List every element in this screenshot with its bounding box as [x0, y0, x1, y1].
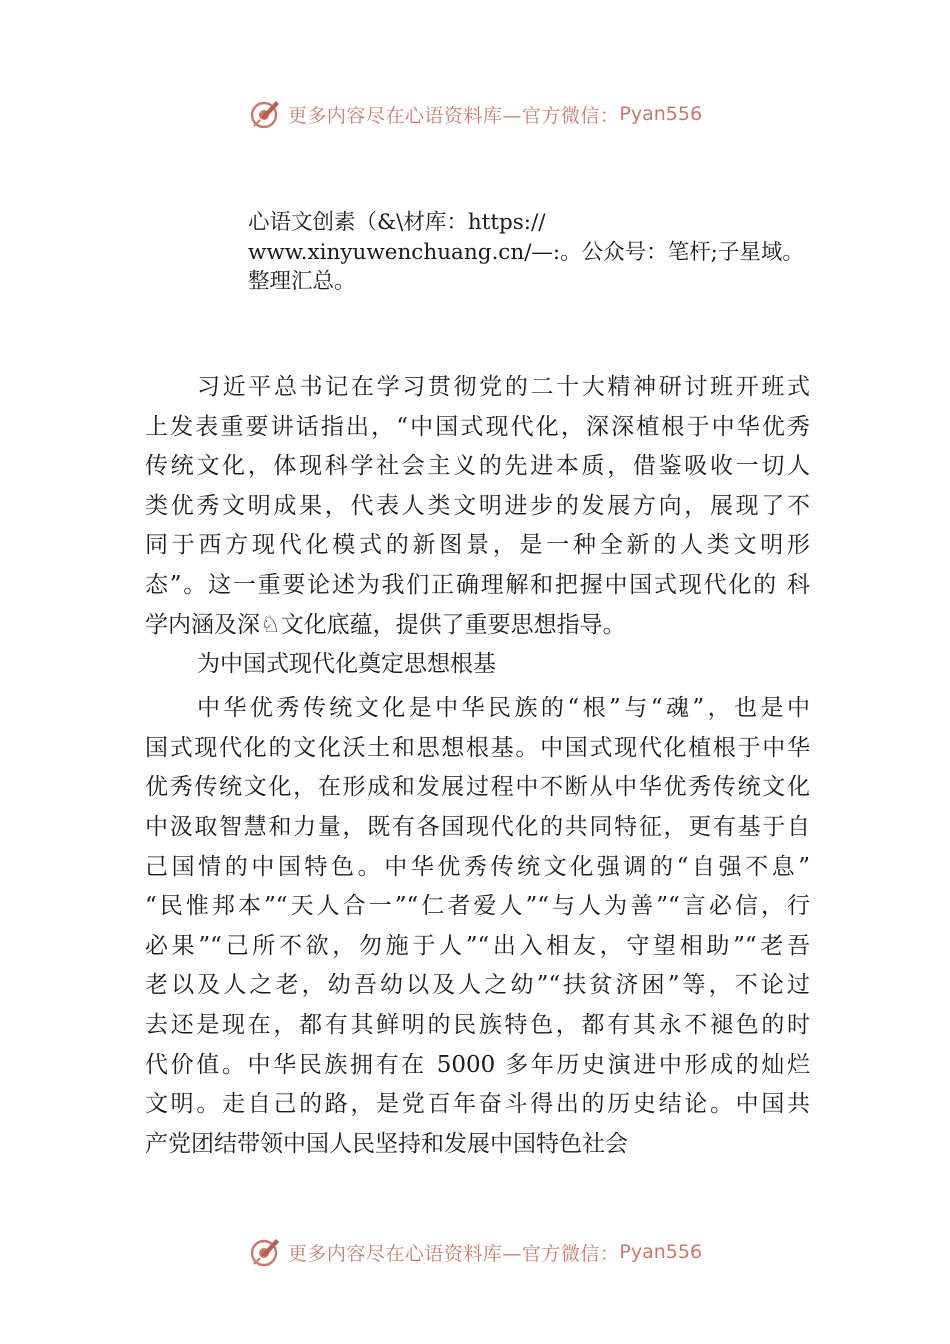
banner-wechat-id: Pyan556 [619, 103, 703, 125]
source-note-line: www.xinyuwenchuang.cn/—:。公众号：笔杆;子星域。 [248, 239, 804, 265]
banner-text: 更多内容尽在心语资料库—官方微信： [287, 104, 620, 127]
paragraph-line: 国式现代化的文化沃土和思想根基。中国式现代化植根于中华 [145, 734, 810, 761]
source-note-line: 心语文创素（&\材库：https:// [248, 210, 546, 235]
paragraph-line: 同于西方现代化模式的新图景，是一种全新的人类文明形 [145, 532, 810, 559]
paragraph-line: 老以及人之老，幼吾幼以及人之幼”“扶贫济困”等，不论过 [145, 972, 810, 999]
banner-text: 更多内容尽在心语资料库—官方微信： [287, 1242, 620, 1265]
paragraph-line: “民惟邦本”“天人合一”“仁者爱人”“与人为善”“言必信，行 [145, 893, 810, 920]
source-note-line: 整理汇总。 [248, 269, 356, 294]
section-heading: 为中国式现代化奠定思想根基 [197, 651, 496, 678]
paragraph-line: 学内涵及深♘文化底蕴，提供了重要思想指导。 [145, 611, 626, 638]
paragraph-line: 必果”“己所不欲，勿施于人”“出入相友，守望相助”“老吾 [145, 932, 810, 959]
paragraph-line: 传统文化，体现科学社会主义的先进本质，借鉴吸收一切人 [145, 453, 810, 480]
paragraph-line: 去还是现在，都有其鲜明的民族特色，都有其永不褪色的时 [145, 1011, 810, 1038]
footer-banner [0, 1232, 950, 1272]
paragraph-line: 上发表重要讲话指出，“中国式现代化，深深植根于中华优秀 [145, 413, 810, 440]
paragraph-line: 产党团结带领中国人民坚持和发展中国特色社会 [145, 1130, 628, 1157]
paragraph-line: 中华优秀传统文化是中华民族的“根”与“魂”，也是中 [197, 695, 810, 722]
pen-nib-circle-icon [248, 1235, 282, 1269]
banner-wechat-id: Pyan556 [619, 1241, 703, 1263]
paragraph-line: 文明。走自己的路，是党百年奋斗得出的历史结论。中国共 [145, 1091, 810, 1118]
paragraph-line: 中汲取智慧和力量，既有各国现代化的共同特征，更有基于自 [145, 813, 810, 840]
header-banner [0, 94, 950, 134]
paragraph-line: 习近平总书记在学习贯彻党的二十大精神研讨班开班式 [197, 374, 810, 400]
article-body [145, 368, 810, 1164]
paragraph-line: 类优秀文明成果，代表人类文明进步的发展方向，展现了不 [145, 492, 810, 519]
pen-nib-circle-icon [248, 97, 282, 131]
paragraph-line: 优秀传统文化，在形成和发展过程中不断从中华优秀传统文化 [145, 774, 810, 801]
paragraph-line: 态”。这一重要论述为我们正确理解和把握中国式现代化的 科 [145, 571, 810, 598]
paragraph-line: 代价值。中华民族拥有在 5000 多年历史演进中形成的灿烂 [145, 1051, 810, 1078]
paragraph-line: 己国情的中国特色。中华优秀传统文化强调的“自强不息” [145, 853, 810, 880]
source-note [248, 208, 888, 297]
